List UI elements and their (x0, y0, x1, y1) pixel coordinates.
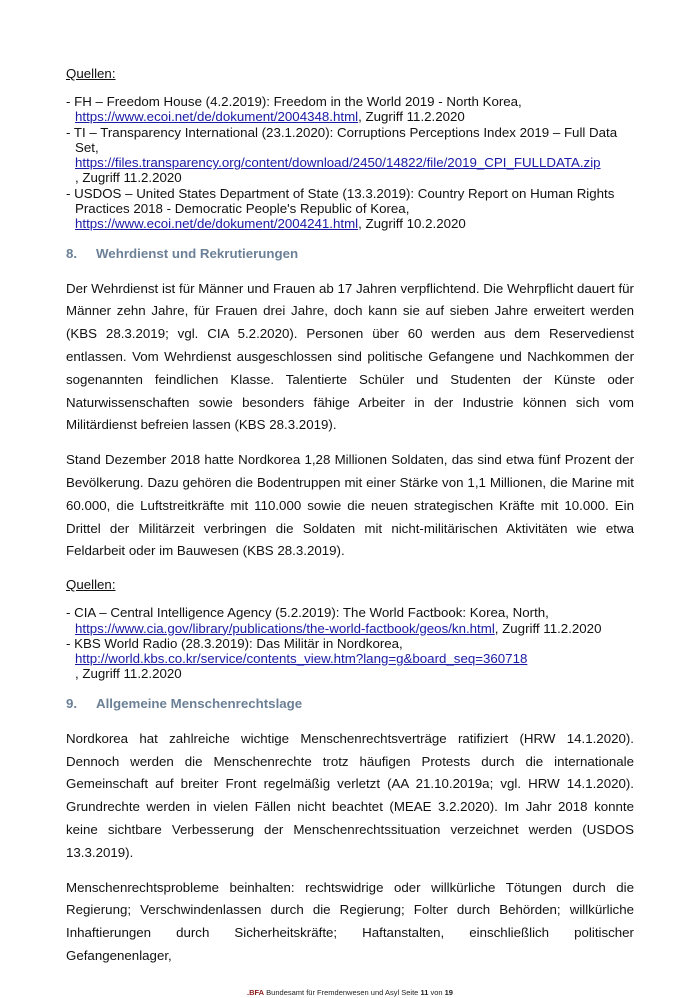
source-item (66, 94, 634, 125)
page-total: 19 (444, 988, 453, 997)
source-link[interactable]: https://www.cia.gov/library/publications/the-world-factbook/geos/kn.html (75, 620, 495, 636)
paragraph: Menschenrechtsprobleme beinhalten: rechtswidrige oder willkürliche Tötungen durch die Regierung; Verschwindenlassen durch die Regierung; Folter durch Behörden; willkürliche Inhaftierungen durch Sicherheitskräfte; Haftanstalten, einschließlich politischer Gefangenenlager, (66, 879, 634, 963)
page-footer: .BFA Bundesamt für Fremdenwesen und Asyl Seite 11 von 19 (247, 988, 453, 997)
bfa-logo: .BFA (247, 988, 265, 997)
source-link[interactable]: https://www.ecoi.net/de/dokument/2004348.html (75, 109, 359, 125)
source-item (66, 125, 634, 186)
source-link[interactable]: https://www.ecoi.net/de/dokument/2004241.html (75, 216, 359, 232)
paragraph: Der Wehrdienst ist für Männer und Frauen ab 17 Jahren verpflichtend. Die Wehrpflicht dauert für Männer zehn Jahre, für Frauen drei Jahre, doch kann sie auf sieben Jahre erweitert werden (KBS 28.3.2019; vgl. CIA 5.2.2020). Personen über 60 werden aus dem Reservedienst entlassen. Vom Wehrdienst ausgeschlossen sind politische Gefangene und Nachkommen der sogenannten feindlichen Klasse. Talentierte Schüler und Studenten der Künste oder Naturwissenschaften sowie besonders fähige Arbeiter in der Industrie können sich vom Militärdienst befreien lassen (KBS 28.3.2019). (66, 280, 634, 433)
source-item (66, 636, 634, 682)
sources-list (66, 94, 634, 232)
sources-label: Quellen: (66, 577, 116, 593)
source-item (66, 186, 634, 232)
source-link[interactable]: https://files.transparency.org/content/download/2450/14822/file/2019_CPI_FULLDATA.zip (75, 155, 601, 171)
paragraph: Nordkorea hat zahlreiche wichtige Menschenrechtsverträge ratifiziert (HRW 14.1.2020). Dennoch werden die Menschenrechte trotz häufigen Protests durch die internationale Gemeinschaft auf breiter Front regelmäßig verletzt (AA 21.10.2019a; vgl. HRW 14.1.2020). Grundrechte werden in vielen Fällen nicht beachtet (MEAE 3.2.2020). Im Jahr 2018 konnte keine sichtbare Verbesserung der Menschenrechtssituation verzeichnet werden (USDOS 13.3.2019). (66, 730, 634, 860)
section-heading-8: 8. Wehrdienst und Rekrutierungen (66, 245, 299, 261)
sources-list (66, 605, 634, 681)
source-access-date: , Zugriff 11.2.2020 (75, 666, 182, 682)
source-access-date: , Zugriff 11.2.2020 (494, 620, 602, 636)
document-page (66, 66, 634, 980)
source-link[interactable]: http://world.kbs.co.kr/service/contents_view.htm?lang=g&board_seq=360718 (75, 651, 528, 667)
page-number: 11 (420, 988, 429, 997)
source-access-date: , Zugriff 11.2.2020 (358, 109, 465, 125)
source-text: - CIA – Central Intelligence Agency (5.2.2019): The World Factbook: Korea, North, (66, 605, 549, 621)
source-access-date: , Zugriff 11.2.2020 (75, 170, 182, 186)
source-text: - TI – Transparency International (23.1.2020): Corruptions Perceptions Index 2019 – Full Data Set, (66, 124, 618, 155)
paragraph: Stand Dezember 2018 hatte Nordkorea 1,28 Millionen Soldaten, das sind etwa fünf Prozent der Bevölkerung. Dazu gehören die Bodentruppen mit einer Stärke von 1,1 Millionen, die Marine mit 60.000, die Luftstreitkräfte mit 110.000 sowie die neuen strategischen Kräfte mit 10.000. Ein Drittel der Militärzeit verbringen die Soldaten mit nicht-militärischen Aktivitäten wie etwa Feldarbeit oder im Bauwesen (KBS 28.3.2019). (66, 452, 634, 559)
source-text: - FH – Freedom House (4.2.2019): Freedom in the World 2019 - North Korea, (66, 94, 522, 109)
source-text: - KBS World Radio (28.3.2019): Das Militär in Nordkorea, (66, 635, 403, 651)
source-item (66, 605, 634, 636)
source-access-date: , Zugriff 10.2.2020 (358, 216, 466, 232)
section-heading-9: 9. Allgemeine Menschenrechtslage (66, 695, 303, 711)
source-text: - USDOS – United States Department of State (13.3.2019): Country Report on Human Rights Practices 2018 - Democratic People's Republic of Korea, (66, 185, 615, 217)
sources-label: Quellen: (66, 66, 116, 81)
